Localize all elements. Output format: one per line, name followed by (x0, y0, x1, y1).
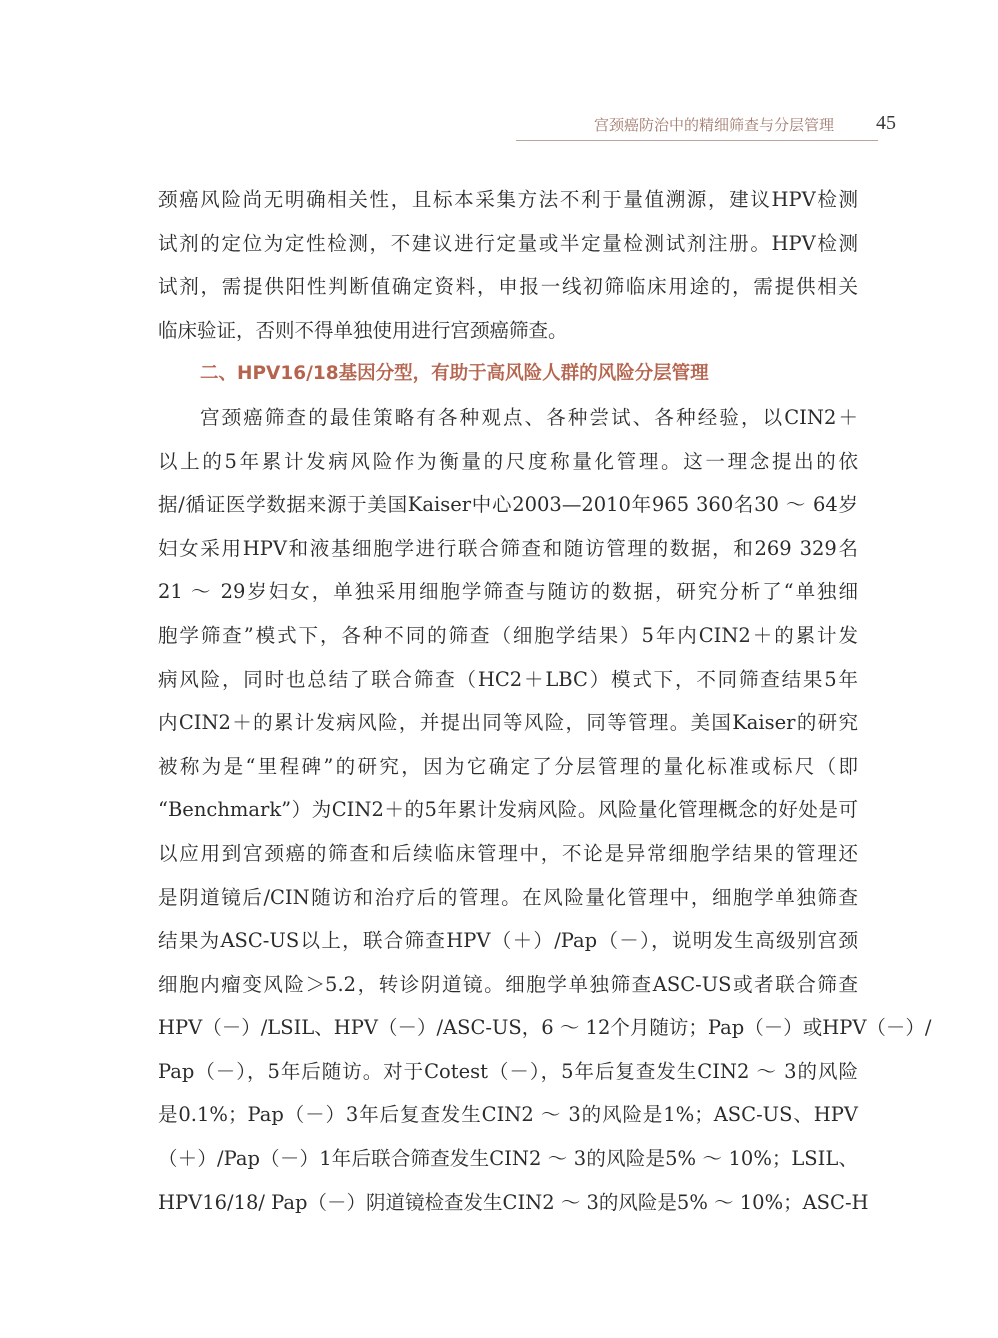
text-line: 试剂，需提供阳性判断值确定资料，申报一线初筛临床用途的，需提供相关 (158, 275, 858, 299)
text-line: 妇女采用HPV和液基细胞学进行联合筛查和随访管理的数据，和269 329名 (158, 536, 858, 560)
text-line: 被称为是“里程碑”的研究，因为它确定了分层管理的量化标准或标尺（即 (158, 754, 858, 778)
text-line: HPV16/18/ Pap（－）阴道镜检查发生CIN2 ～ 3的风险是5% ～ 10%；ASC-H (158, 1190, 869, 1214)
text-line: HPV（－）/LSIL、HPV（－）/ASC-US，6 ～ 12个月随访；Pap（－）或HPV（－）/ (158, 1016, 932, 1040)
running-header (516, 112, 878, 141)
text-line: Pap（－），5年后随访。对于Cotest（－），5年后复查发生CIN2 ～ 3的风险 (158, 1059, 858, 1083)
text-line: 结果为ASC-US以上，联合筛查HPV（＋）/Pap（－），说明发生高级别宫颈 (158, 929, 858, 953)
section-heading: 二、HPV16/18基因分型，有助于高风险人群的风险分层管理 (200, 363, 709, 385)
text-line: 据/循证医学数据来源于美国Kaiser中心2003—2010年965 360名30 ～ 64岁 (158, 493, 858, 517)
paragraph-1 (158, 178, 858, 352)
text-line: 以上的5年累计发病风险作为衡量的尺度称量化管理。这一理念提出的依 (158, 449, 858, 473)
text-line: 颈癌风险尚无明确相关性，且标本采集方法不利于量值溯源，建议HPV检测 (158, 188, 858, 211)
text-line: 试剂的定位为定性检测，不建议进行定量或半定量检测试剂注册。HPV检测 (158, 231, 858, 255)
body-text (158, 178, 932, 1224)
paragraph-2 (158, 396, 932, 1224)
page-number: 45 (876, 112, 896, 134)
text-line: 是阴道镜后/CIN随访和治疗后的管理。在风险量化管理中，细胞学单独筛查 (158, 885, 858, 909)
text-line: 以应用到宫颈癌的筛查和后续临床管理中，不论是异常细胞学结果的管理还 (158, 841, 858, 865)
running-title: 宫颈癌防治中的精细筛查与分层管理 (593, 116, 834, 134)
text-line: 临床验证，否则不得单独使用进行宫颈癌筛查。 (158, 318, 568, 342)
text-line: 病风险，同时也总结了联合筛查（HC2＋LBC）模式下，不同筛查结果5年 (158, 667, 858, 691)
text-line: （＋）/Pap（－）1年后联合筛查发生CIN2 ～ 3的风险是5% ～ 10%；LSIL、 (158, 1147, 858, 1171)
text-line: 21 ～ 29岁妇女，单独采用细胞学筛查与随访的数据，研究分析了“单独细 (158, 580, 858, 604)
text-line: 胞学筛查”模式下，各种不同的筛查（细胞学结果）5年内CIN2＋的累计发 (158, 623, 858, 647)
text-line: 内CIN2＋的累计发病风险，并提出同等风险，同等管理。美国Kaiser的研究 (158, 711, 858, 735)
text-line: 是0.1%；Pap（－）3年后复查发生CIN2 ～ 3的风险是1%；ASC-US、HPV (158, 1103, 858, 1127)
text-line: “Benchmark”）为CIN2＋的5年累计发病风险。风险量化管理概念的好处是可 (158, 798, 858, 822)
text-line: 宫颈癌筛查的最佳策略有各种观点、各种尝试、各种经验，以CIN2＋ (200, 405, 858, 429)
text-line: 细胞内瘤变风险＞5.2，转诊阴道镜。细胞学单独筛查ASC-US或者联合筛查 (158, 972, 858, 996)
